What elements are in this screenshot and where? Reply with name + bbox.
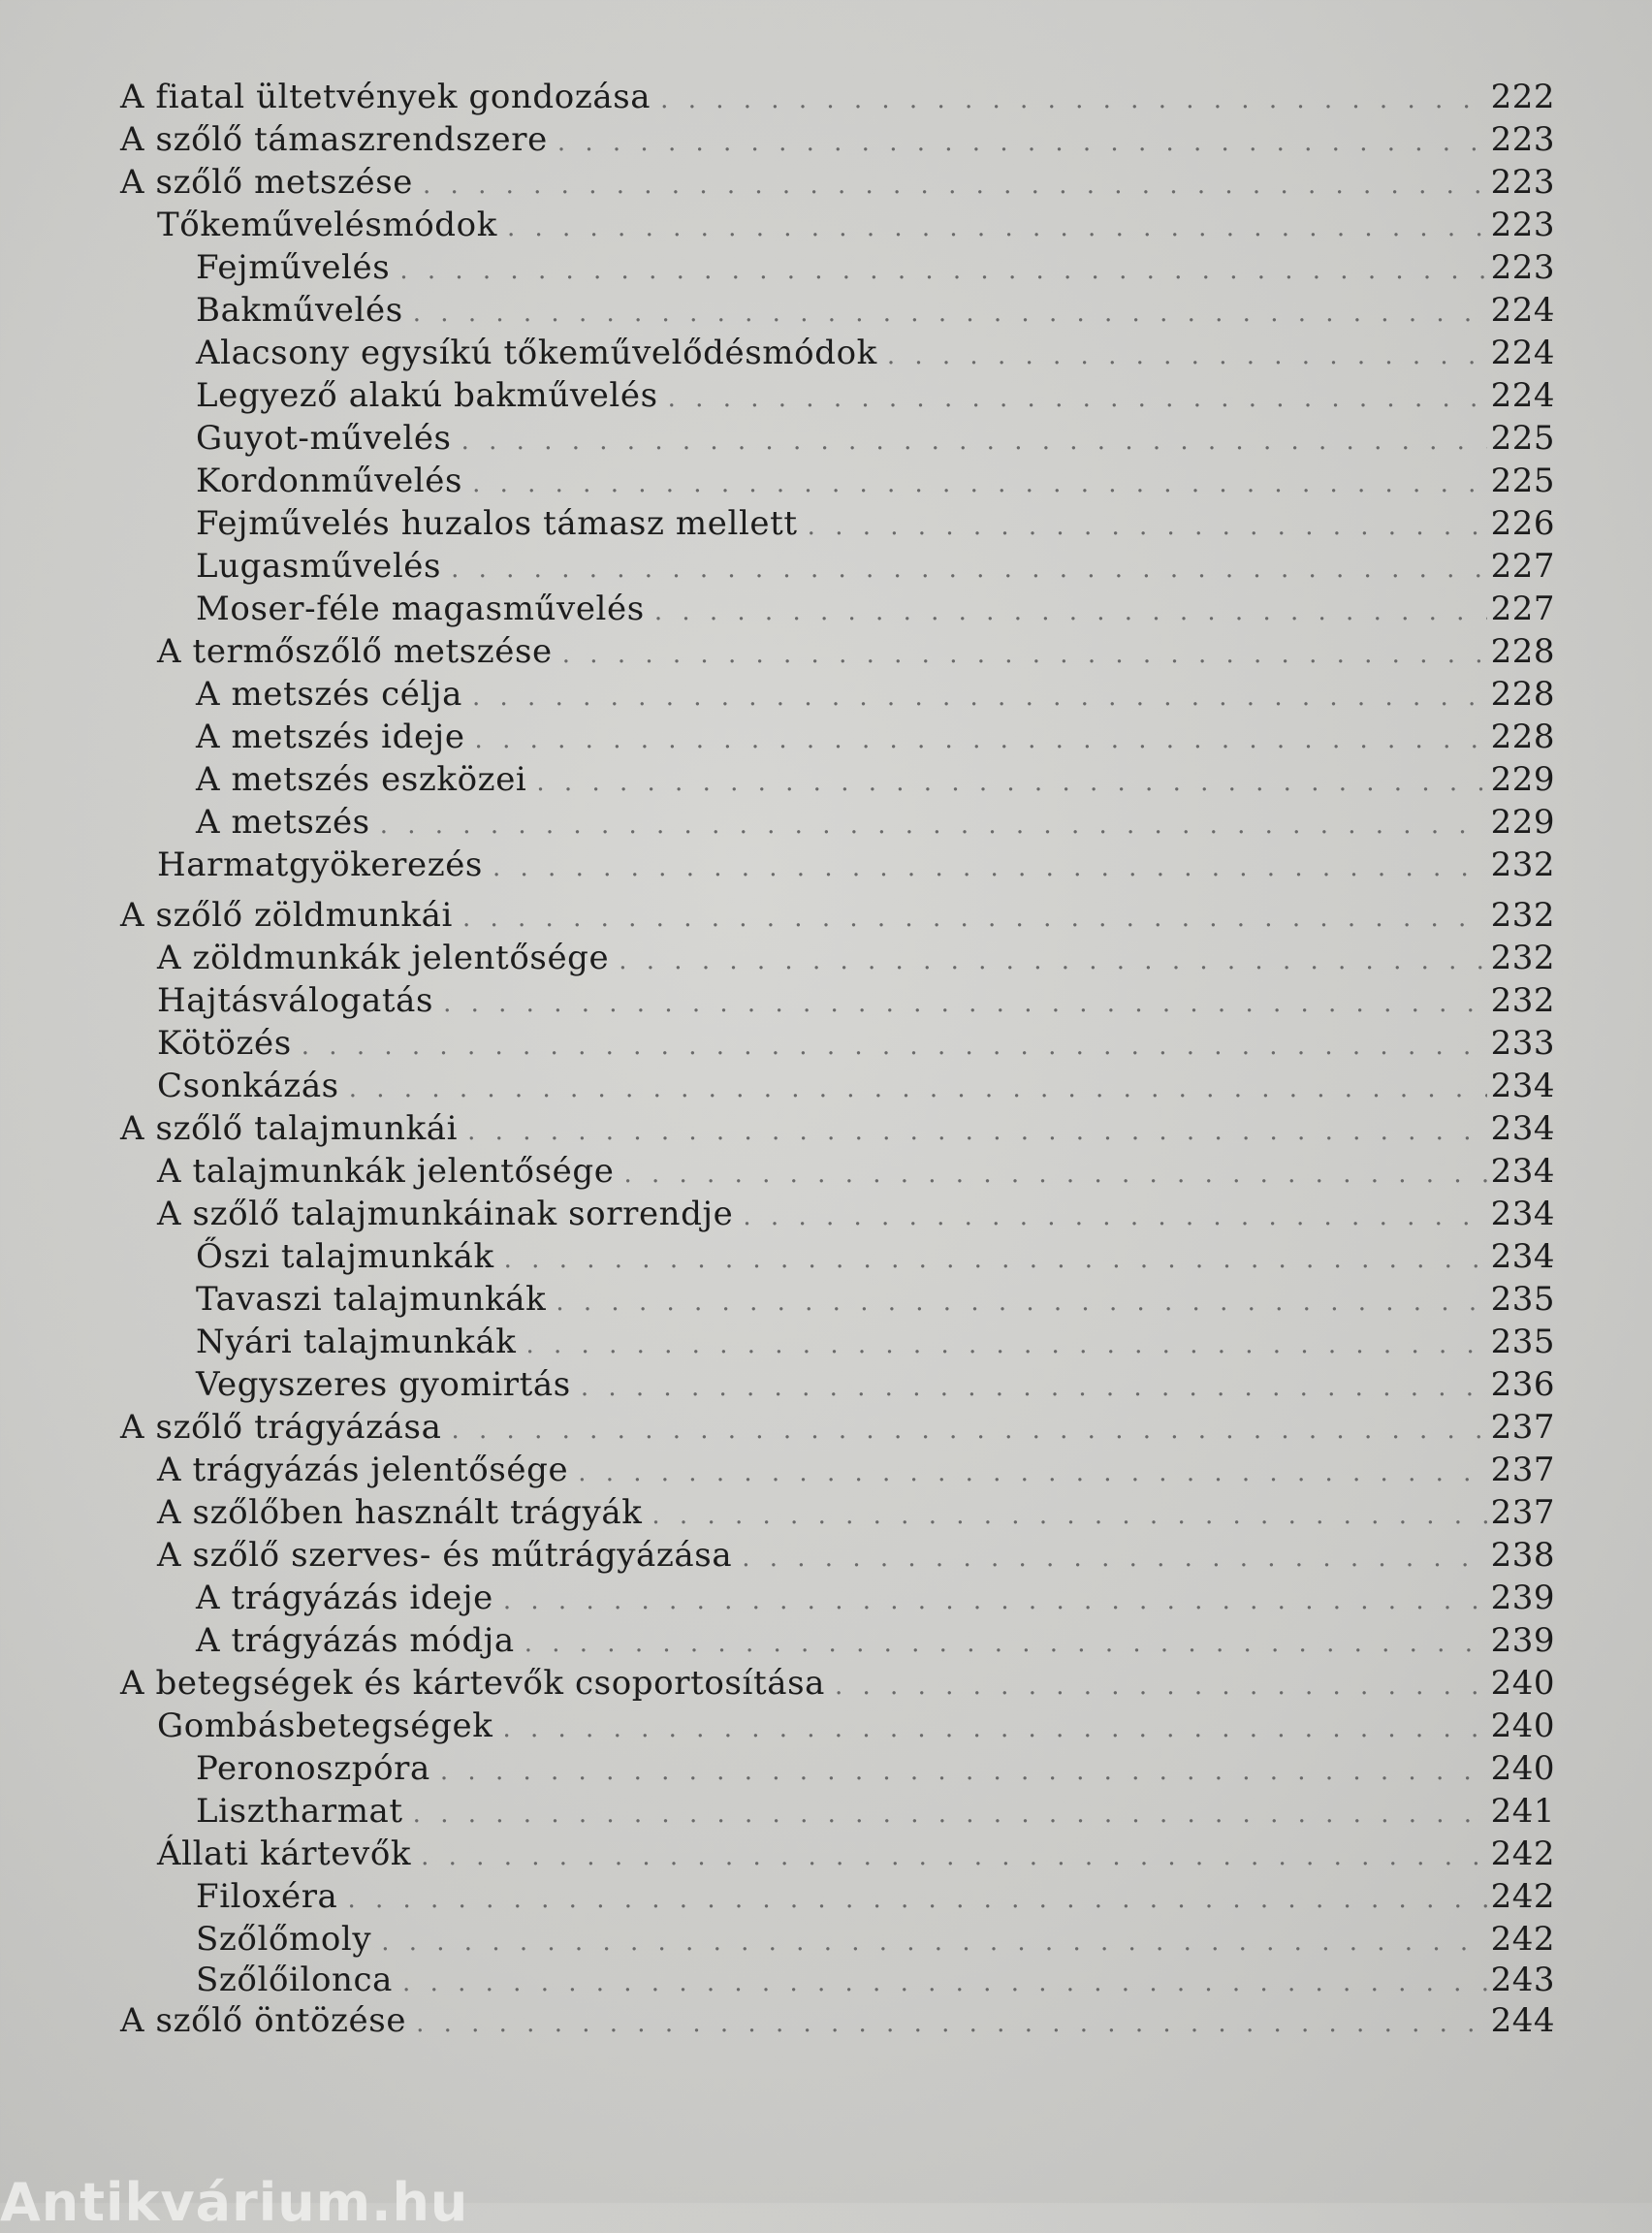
toc-entry — [196, 1323, 1555, 1365]
dot-leader — [453, 904, 1487, 933]
toc-entry-page-number: 224 — [1490, 376, 1555, 415]
toc-entry — [157, 1493, 1555, 1536]
toc-entry — [157, 1834, 1555, 1877]
toc-entry-page-number: 232 — [1490, 981, 1555, 1020]
toc-entry-page-number: 222 — [1490, 78, 1555, 116]
toc-entry-page-number: 244 — [1490, 2001, 1555, 2040]
dot-leader — [413, 171, 1487, 200]
toc-entry-page-number: 240 — [1490, 1707, 1555, 1745]
dot-leader — [645, 597, 1487, 626]
dot-leader — [497, 213, 1487, 242]
dot-leader — [390, 256, 1487, 285]
dot-leader — [465, 725, 1487, 754]
dot-leader — [651, 85, 1487, 114]
toc-entry-title: Szőlőilonca — [196, 1961, 394, 1999]
toc-entry — [157, 1536, 1555, 1579]
toc-entry — [196, 803, 1555, 845]
toc-entry — [196, 1237, 1555, 1280]
toc-entry-page-number: 237 — [1490, 1451, 1555, 1489]
toc-entry — [196, 1961, 1555, 2003]
toc-entry-title: Gombásbetegségek — [157, 1707, 493, 1745]
toc-entry — [157, 206, 1555, 248]
dot-leader — [494, 1245, 1487, 1274]
dot-leader — [441, 555, 1487, 584]
toc-entry — [157, 1451, 1555, 1493]
toc-entry-page-number: 236 — [1490, 1365, 1555, 1404]
dot-leader — [515, 1629, 1487, 1658]
toc-entry-page-number: 234 — [1490, 1152, 1555, 1191]
toc-entry-page-number: 242 — [1490, 1834, 1555, 1873]
toc-entry-title: Fejművelés — [196, 248, 391, 287]
toc-entry-title: Tőkeművelésmódok — [157, 206, 497, 244]
toc-entry-page-number: 228 — [1490, 632, 1555, 671]
toc-entry-title: Lisztharmat — [196, 1792, 403, 1831]
toc-entry-page-number: 239 — [1490, 1579, 1555, 1617]
toc-entry — [196, 462, 1555, 504]
toc-entry-title: Moser-féle magasművelés — [196, 590, 645, 628]
toc-entry-title: A metszés — [196, 803, 370, 842]
toc-entry-title: Hajtásválogatás — [157, 981, 434, 1020]
toc-entry — [196, 1579, 1555, 1621]
toc-entry-page-number: 240 — [1490, 1664, 1555, 1703]
toc-entry — [196, 760, 1555, 803]
dot-leader — [403, 299, 1487, 328]
toc-entry — [120, 896, 1555, 939]
toc-entry — [157, 1707, 1555, 1749]
toc-entry — [196, 1877, 1555, 1920]
dot-leader — [614, 1160, 1487, 1189]
toc-entry-title: A metszés célja — [196, 675, 462, 714]
toc-entry-title: Guyot-művelés — [196, 419, 452, 458]
dot-leader — [452, 427, 1487, 456]
toc-entry-title: Szőlőmoly — [196, 1920, 372, 1959]
toc-entry-page-number: 240 — [1490, 1749, 1555, 1788]
dot-leader — [548, 128, 1487, 157]
toc-entry-title: A trágyázás jelentősége — [157, 1451, 569, 1489]
toc-entry-page-number: 238 — [1490, 1536, 1555, 1575]
toc-entry-title: Tavaszi talajmunkák — [196, 1280, 547, 1319]
toc-entry-page-number: 224 — [1490, 291, 1555, 330]
toc-entry-title: Őszi talajmunkák — [196, 1237, 494, 1276]
toc-entry-title: A szőlő támaszrendszere — [120, 120, 548, 159]
dot-leader — [571, 1373, 1487, 1402]
toc-entry — [157, 1067, 1555, 1109]
toc-entry — [196, 1920, 1555, 1962]
toc-entry — [196, 547, 1555, 590]
dot-leader — [733, 1202, 1487, 1231]
toc-entry-title: A szőlő trágyázása — [120, 1408, 442, 1447]
dot-leader — [462, 469, 1487, 498]
toc-entry-title: Peronoszpóra — [196, 1749, 430, 1788]
toc-entry-title: Alacsony egysíkú tőkeművelődésmódok — [196, 334, 877, 372]
toc-entry-title: Fejművelés huzalos támasz mellett — [196, 504, 798, 543]
toc-entry-page-number: 237 — [1490, 1408, 1555, 1447]
toc-entry-page-number: 232 — [1490, 845, 1555, 884]
dot-leader — [546, 1288, 1487, 1317]
toc-entry-page-number: 234 — [1490, 1237, 1555, 1276]
watermark: Antikvárium.hu — [0, 2172, 469, 2233]
dot-leader — [492, 1714, 1487, 1743]
dot-leader — [403, 1800, 1487, 1829]
toc-entry-title: Harmatgyökerezés — [157, 845, 483, 884]
toc-entry-page-number: 223 — [1490, 120, 1555, 159]
toc-entry-title: A szőlő zöldmunkái — [120, 896, 453, 935]
dot-leader — [339, 1074, 1487, 1103]
toc-entry-page-number: 239 — [1490, 1621, 1555, 1660]
toc-entry — [120, 1664, 1555, 1707]
toc-entry — [120, 2001, 1555, 2044]
toc-entry-page-number: 233 — [1490, 1024, 1555, 1063]
dot-leader — [553, 640, 1487, 669]
toc-entry — [196, 590, 1555, 632]
toc-entry-page-number: 229 — [1490, 803, 1555, 842]
toc-entry-page-number: 226 — [1490, 504, 1555, 543]
toc-entry-title: A szőlő metszése — [120, 163, 414, 202]
toc-entry-page-number: 223 — [1490, 206, 1555, 244]
dot-leader — [568, 1458, 1487, 1487]
toc-entry — [196, 504, 1555, 547]
toc-entry-page-number: 223 — [1490, 163, 1555, 202]
dot-leader — [658, 384, 1487, 413]
toc-entry — [196, 1365, 1555, 1408]
toc-entry — [157, 981, 1555, 1024]
dot-leader — [877, 341, 1487, 370]
toc-entry — [157, 845, 1555, 888]
toc-entry-title: Legyező alakú bakművelés — [196, 376, 658, 415]
dot-leader — [430, 1757, 1487, 1786]
toc-entry-title: A zöldmunkák jelentősége — [157, 939, 610, 977]
dot-leader — [458, 1117, 1487, 1146]
dot-leader — [371, 1928, 1487, 1957]
toc-entry-title: Állati kártevők — [157, 1834, 412, 1873]
toc-entry — [157, 1195, 1555, 1237]
toc-entry-page-number: 224 — [1490, 334, 1555, 372]
toc-entry-title: A szőlő szerves- és műtrágyázása — [157, 1536, 733, 1575]
toc-entry-title: Kordonművelés — [196, 462, 463, 500]
toc-entry — [196, 248, 1555, 291]
dot-leader — [462, 683, 1487, 712]
dot-leader — [406, 2009, 1487, 2038]
toc-entry-title: Lugasművelés — [196, 547, 442, 586]
toc-entry-title: A trágyázás módja — [196, 1621, 515, 1660]
toc-entry-page-number: 242 — [1490, 1920, 1555, 1959]
toc-entry-title: Kötözés — [157, 1024, 292, 1063]
toc-entry-title: A termőszőlő metszése — [157, 632, 553, 671]
toc-entry-page-number: 235 — [1490, 1323, 1555, 1361]
toc-entry-page-number: 225 — [1490, 462, 1555, 500]
toc-entry-title: A metszés ideje — [196, 718, 465, 756]
dot-leader — [393, 1968, 1487, 1997]
toc-entry-page-number: 227 — [1490, 547, 1555, 586]
toc-entry-title: Filoxéra — [196, 1877, 338, 1916]
dot-leader — [732, 1544, 1487, 1573]
toc-entry-page-number: 241 — [1490, 1792, 1555, 1831]
toc-entry — [120, 1109, 1555, 1152]
dot-leader — [337, 1885, 1487, 1914]
toc-entry-page-number: 232 — [1490, 896, 1555, 935]
dot-leader — [370, 811, 1487, 840]
dot-leader — [441, 1416, 1487, 1445]
toc-entry-title: A talajmunkák jelentősége — [157, 1152, 615, 1191]
toc-entry-page-number: 229 — [1490, 760, 1555, 799]
toc-entry-page-number: 225 — [1490, 419, 1555, 458]
toc-entry-page-number: 228 — [1490, 675, 1555, 714]
toc-entry-title: A szőlőben használt trágyák — [157, 1493, 643, 1532]
toc-entry-title: A szőlő talajmunkái — [120, 1109, 459, 1148]
toc-entry — [196, 419, 1555, 462]
toc-entry-page-number: 232 — [1490, 939, 1555, 977]
toc-entry-page-number: 234 — [1490, 1195, 1555, 1233]
toc-entry — [157, 1152, 1555, 1195]
toc-entry — [157, 1024, 1555, 1067]
toc-entry — [196, 1792, 1555, 1834]
toc-entry-title: A fiatal ültetvények gondozása — [120, 78, 651, 116]
toc-entry — [196, 334, 1555, 376]
toc-entry-title: A trágyázás ideje — [196, 1579, 493, 1617]
toc-entry-title: Nyári talajmunkák — [196, 1323, 517, 1361]
toc-entry-page-number: 242 — [1490, 1877, 1555, 1916]
toc-entry — [120, 1408, 1555, 1451]
toc-entry-page-number: 227 — [1490, 590, 1555, 628]
toc-entry — [196, 376, 1555, 419]
dot-leader — [825, 1672, 1487, 1701]
toc-entry-title: Vegyszeres gyomirtás — [196, 1365, 571, 1404]
toc-entry-page-number: 228 — [1490, 718, 1555, 756]
dot-leader — [642, 1501, 1487, 1530]
dot-leader — [798, 512, 1487, 541]
toc-entry-page-number: 234 — [1490, 1067, 1555, 1105]
toc-entry — [196, 1621, 1555, 1664]
toc-entry-title: A szőlő talajmunkáinak sorrendje — [157, 1195, 734, 1233]
toc-entry — [196, 675, 1555, 718]
toc-entry-page-number: 235 — [1490, 1280, 1555, 1319]
dot-leader — [483, 853, 1487, 882]
dot-leader — [433, 989, 1487, 1018]
dot-leader — [517, 1330, 1488, 1359]
toc-entry-page-number: 234 — [1490, 1109, 1555, 1148]
toc-entry — [196, 718, 1555, 760]
toc-entry-title: A metszés eszközei — [196, 760, 527, 799]
toc-entry-page-number: 223 — [1490, 248, 1555, 287]
toc-entry-page-number: 237 — [1490, 1493, 1555, 1532]
dot-leader — [292, 1032, 1487, 1061]
toc-entry-title: A betegségek és kártevők csoportosítása — [120, 1664, 825, 1703]
dot-leader — [609, 946, 1487, 975]
toc-entry-page-number: 243 — [1490, 1961, 1555, 1999]
dot-leader — [411, 1842, 1487, 1871]
dot-leader — [526, 768, 1487, 797]
toc-entry — [120, 120, 1555, 163]
toc-entry — [196, 1280, 1555, 1323]
toc-entry — [120, 78, 1555, 120]
toc-entry-title: Csonkázás — [157, 1067, 339, 1105]
toc-entry — [196, 1749, 1555, 1792]
toc-entry — [120, 163, 1555, 206]
toc-entry-title: A szőlő öntözése — [120, 2001, 407, 2040]
dot-leader — [493, 1586, 1487, 1615]
toc-entry — [196, 291, 1555, 334]
toc-entry — [157, 632, 1555, 675]
toc-entry-title: Bakművelés — [196, 291, 403, 330]
toc-entry — [157, 939, 1555, 981]
